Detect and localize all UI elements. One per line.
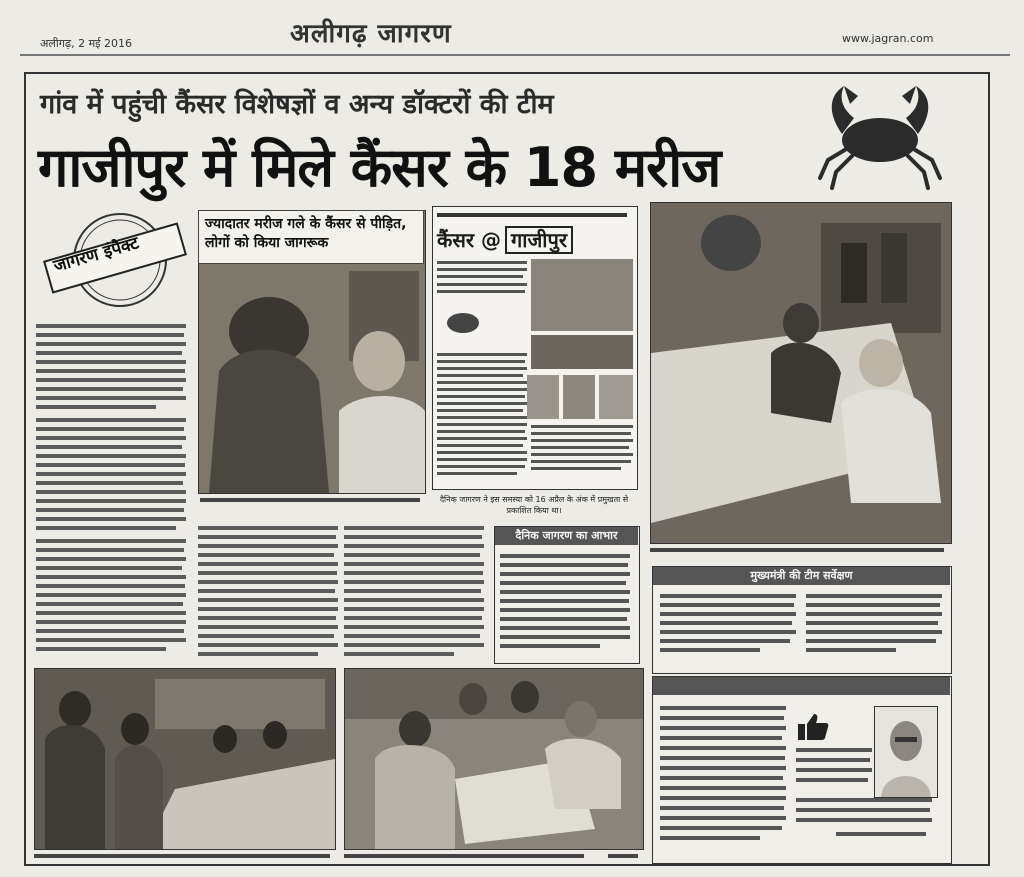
body-text-left bbox=[36, 322, 188, 660]
inset-headline: ज्यादातर मरीज गले के कैंसर से पीड़ित, लोगों को किया जागरूक bbox=[198, 210, 424, 264]
caption-lines bbox=[34, 852, 334, 860]
masthead-rule bbox=[20, 54, 1010, 56]
team-box-heading: मुख्यमंत्री की टीम सर्वेक्षण bbox=[653, 567, 950, 585]
clip-top-line bbox=[433, 208, 637, 222]
text-lines bbox=[198, 524, 340, 664]
photo-reading-newspaper-art bbox=[345, 669, 643, 849]
caption-lines bbox=[650, 546, 950, 554]
clip-title-right: गाजीपुर bbox=[505, 226, 573, 254]
thanks-box-heading: दैनिक जागरण का आभार bbox=[495, 527, 638, 545]
issue-date: अलीगढ़, 2 मई 2016 bbox=[40, 37, 133, 50]
photo-camp-table bbox=[650, 202, 952, 544]
earlier-report-clipping bbox=[432, 206, 638, 490]
body-text-middle-2 bbox=[344, 524, 486, 664]
team-box-text bbox=[660, 592, 944, 668]
website-url: www.jagran.com bbox=[842, 32, 934, 45]
paper-name: अलीगढ़ जागरण bbox=[290, 19, 452, 49]
text-lines bbox=[36, 322, 188, 660]
clip-caption: दैनिक जागरण ने इस समस्या को 16 अप्रैल के अंक में प्रमुखता से प्रकाशित किया था। bbox=[439, 495, 629, 515]
cmo-box-heading bbox=[653, 677, 950, 695]
story-headline: गाजीपुर में मिले कैंसर के 18 मरीज bbox=[38, 136, 721, 199]
photo-reading-newspaper-caption bbox=[344, 852, 642, 862]
quote-text bbox=[796, 746, 936, 842]
photo-reading-newspaper bbox=[344, 668, 644, 850]
clip-title-left: कैंसर @ bbox=[437, 228, 502, 252]
story-kicker: गांव में पहुंची कैंसर विशेषज्ञों व अन्य डॉक्टरों की टीम bbox=[40, 89, 554, 120]
clip-body bbox=[433, 253, 637, 490]
body-text-middle-1 bbox=[198, 524, 340, 664]
thanks-box-text bbox=[500, 552, 634, 658]
crab-icon bbox=[810, 74, 950, 194]
photo-patients-queue bbox=[34, 668, 336, 850]
photo-camp-table-art bbox=[651, 203, 951, 543]
impact-stamp-label: जागरण इंपैक्ट bbox=[51, 233, 142, 277]
thumbs-up-icon bbox=[796, 712, 830, 742]
cmo-box-text bbox=[660, 704, 790, 854]
photo-examination-caption bbox=[200, 496, 426, 506]
text-lines bbox=[344, 524, 486, 664]
clip-title bbox=[433, 226, 637, 253]
photo-patients-queue-caption bbox=[34, 852, 334, 862]
caption-lines bbox=[200, 496, 426, 504]
caption-lines bbox=[344, 852, 642, 860]
photo-camp-table-caption bbox=[650, 546, 950, 556]
photo-patients-queue-art bbox=[35, 669, 335, 849]
